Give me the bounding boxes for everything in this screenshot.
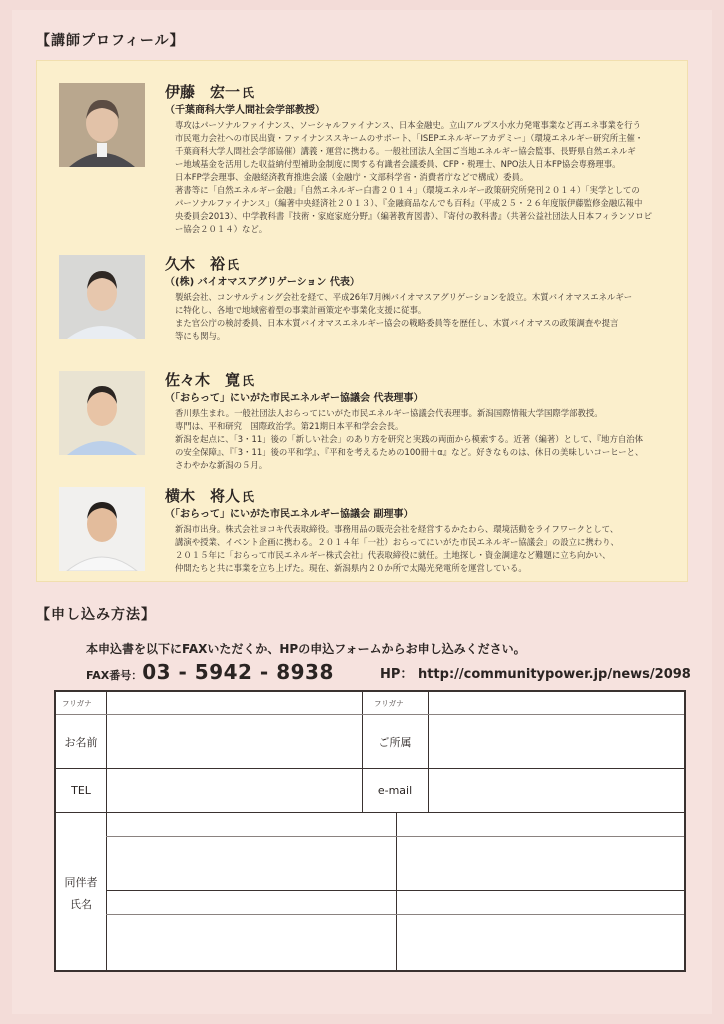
affiliation-label: ご所属: [378, 736, 412, 749]
email-label: e-mail: [377, 784, 413, 797]
hp-line: [380, 663, 691, 682]
name-label: お名前: [64, 736, 98, 749]
fax-line: [86, 660, 334, 684]
speaker-name: 久木 裕: [165, 255, 226, 273]
speaker-name: 横木 将人: [165, 487, 241, 505]
speaker-photo: [59, 255, 145, 339]
speaker-photo: [59, 487, 145, 571]
speaker-photo: [59, 83, 145, 167]
speaker-name-row: [165, 485, 254, 506]
hp-url-link[interactable]: http://communitypower.jp/news/2098: [417, 667, 691, 682]
furigana-label: フリガナ: [62, 699, 92, 708]
speaker-name: 伊藤 宏一: [165, 83, 241, 101]
bio-line: 千葉商科大学人間社会学部協催）講義・運営に携わる。一般社団法人全国ご当地エネルギー協会監事、長野県自然エネルギ: [175, 146, 636, 156]
form-divider: [56, 714, 684, 715]
bio-line: 新潟を起点に、「3・11」後の「新しい社会」のあり方を研究と実践の両面から模索する。近著（編著）として、『地方自治体: [175, 434, 644, 444]
form-divider: [106, 692, 107, 970]
speaker-affiliation: （千葉商科大学人間社会学部教授）: [165, 105, 325, 116]
speaker-affiliation: （「おらって」にいがた市民エネルギー協議会 代表理事）: [165, 393, 424, 404]
companion-label: 同伴者: [64, 876, 98, 889]
form-divider: [428, 692, 429, 812]
bio-line: に特化し、各地で地域密着型の事業計画策定や事業化支援に従事。: [175, 305, 427, 315]
bio-line: 央委員会2013）、中学教科書『技術・家庭家庭分野』（編著教育図書）、『寄付の教科書』（共著公益社団法人日本フィランソロピ: [175, 211, 653, 221]
portrait-image: [59, 83, 145, 167]
profile-section-header: 【講師プロフィール】: [36, 33, 185, 49]
speaker-bio: [175, 119, 665, 236]
hp-label: HP：: [380, 667, 414, 682]
speaker-honorific: 氏: [227, 258, 240, 272]
bio-line: 製紙会社、コンサルティング会社を経て、平成26年7月㈱バイオマスアグリゲーションを設立。木質バイオマスエネルギー: [175, 292, 633, 302]
speaker-bio: [175, 523, 665, 575]
bio-line: 新潟市出身。株式会社ヨコキ代表取締役。事務用品の販売会社を経営するかたわら、環境活動をライフワークとして、: [175, 524, 619, 534]
bio-line: 等にも関与。: [175, 331, 226, 341]
name-field[interactable]: [108, 716, 360, 766]
bio-line: ２０１５年に「おらって市民エネルギー株式会社」代表取締役に就任。土地探し・資金調達など難題に立ち向かい、: [175, 550, 611, 560]
bio-line: さわやかな新潟の５月。: [175, 460, 268, 470]
portrait-image: [59, 487, 145, 571]
bio-line: の安全保障』、『「3・11」後の平和学』、『平和を考えるための100冊＋α』など。好きなものは、休日の美味しいコーヒーと、: [175, 447, 644, 457]
bio-line: 市民電力会社への市民出資・ファイナンススキームのサポート、「ISEPエネルギーアカデミー」（環境エネルギー研究所主催・: [175, 133, 644, 143]
apply-instruction: 本申込書を以下にFAXいただくか、HPの申込フォームからお申し込みください。: [86, 642, 526, 656]
fax-number: 03 - 5942 - 8938: [142, 660, 334, 684]
companion-name-label: 氏名: [70, 898, 92, 911]
speaker-photo: [59, 371, 145, 455]
speaker-honorific: 氏: [242, 490, 255, 504]
affiliation-field[interactable]: [430, 716, 682, 766]
speaker-honorific: 氏: [242, 374, 255, 388]
furigana-label: フリガナ: [374, 699, 404, 708]
tel-label: TEL: [71, 784, 91, 797]
bio-line: 日本FP学会理事、金融経済教育推進会議（金融庁・文部科学省・消費者庁などで構成）委員。: [175, 172, 529, 182]
affiliation-furigana-field[interactable]: [430, 694, 682, 712]
speaker-bio: [175, 407, 665, 472]
companion-field-left[interactable]: [108, 814, 394, 968]
tel-field[interactable]: [108, 770, 360, 810]
bio-line: 講演や授業、イベント企画に携わる。２０１４年「一社）おらってにいがた市民エネルギー協議会」の設立に携わり、: [175, 537, 619, 547]
bio-line: 著書等に「自然エネルギー金融」「自然エネルギー白書２０１４」（環境エネルギー政策研究所発刊２０１４）「実学としての: [175, 185, 640, 195]
email-field[interactable]: [430, 770, 682, 810]
bio-line: 専門は、平和研究 国際政治学。第21期日本平和学会会長。: [175, 421, 404, 431]
bio-line: 仲間たちと共に事業を立ち上げた。現在、新潟県内２０か所で太陽光発電所を運営している。: [175, 563, 527, 573]
speaker-affiliation: （「おらって」にいがた市民エネルギー協議会 副理事）: [165, 509, 414, 520]
speaker-name-row: [165, 369, 254, 390]
companion-field-right[interactable]: [398, 814, 682, 968]
bio-line: 香川県生まれ。一般社団法人おらってにいがた市民エネルギー協議会代表理事。新潟国際情報大学国際学部教授。: [175, 408, 603, 418]
speaker-bio: [175, 291, 665, 343]
speaker-affiliation: （(株) バイオマスアグリゲーション 代表）: [165, 277, 360, 288]
bio-line: ー協会２０１４）など。: [175, 224, 268, 234]
portrait-image: [59, 371, 145, 455]
name-furigana-field[interactable]: [108, 694, 360, 712]
application-form: [54, 690, 686, 972]
fax-label: FAX番号：: [86, 669, 143, 682]
bio-line: パーソナルファイナンス」（編著中央経済社２０１３）、『金融商品なんでも百科』（平成２５・２６年度版伊藤監修金融広報中: [175, 198, 643, 208]
bio-line: 専攻はパーソナルファイナンス、ソーシャルファイナンス、日本金融史。立山アルプス小水力発電事業など再エネ事業を行う: [175, 120, 642, 130]
speaker-name-row: [165, 81, 254, 102]
bio-line: また官公庁の検討委員、日本木質バイオマスエネルギー協会の戦略委員等を歴任し、木質バイオマスの政策調査や提言: [175, 318, 619, 328]
form-divider: [56, 768, 684, 769]
speaker-name: 佐々木 寛: [165, 371, 241, 389]
bio-line: ー地域基金を活用した収益納付型補助金制度に関する有識者会議委員、CFP・税理士、NPO法人日本FP協会専務理事。: [175, 159, 621, 169]
portrait-image: [59, 255, 145, 339]
speaker-honorific: 氏: [242, 86, 255, 100]
form-divider: [56, 812, 684, 813]
speaker-name-row: [165, 253, 239, 274]
apply-section-header: 【申し込み方法】: [36, 607, 156, 623]
profile-panel: [36, 60, 688, 582]
